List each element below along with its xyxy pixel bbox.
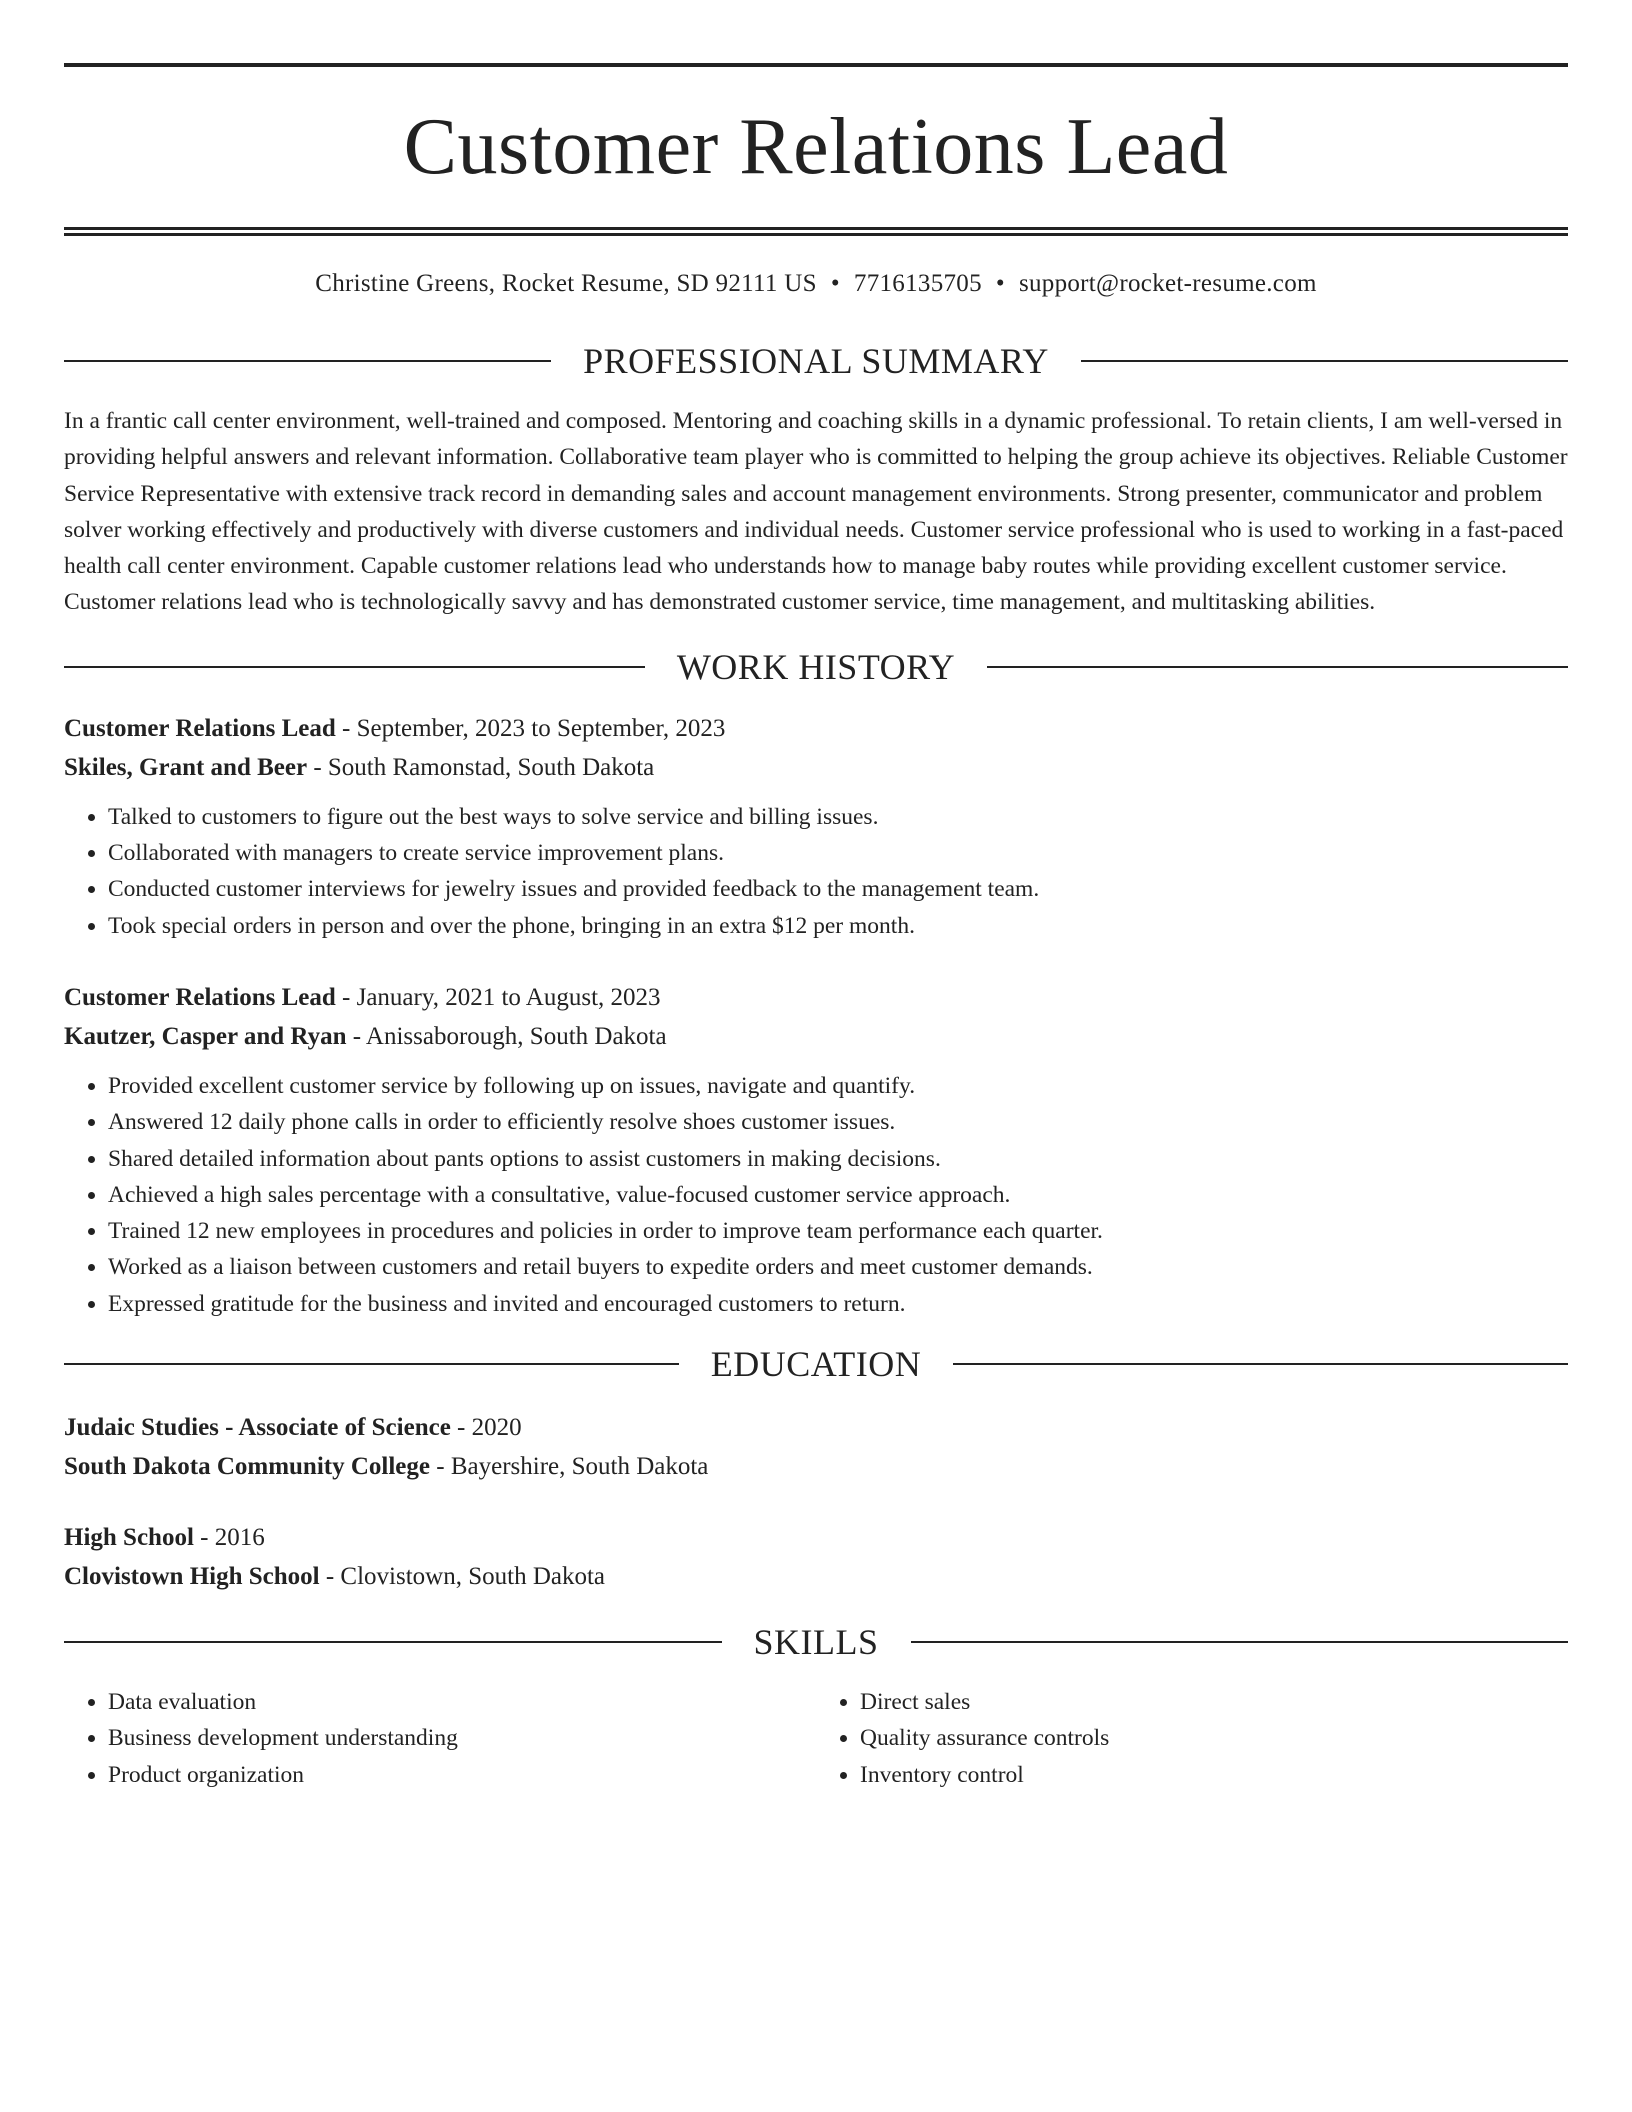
job-entry <box>64 709 1568 944</box>
education-year: - 2016 <box>193 1524 265 1552</box>
job-company-row <box>64 748 1568 787</box>
job-title-row <box>64 709 1568 748</box>
education-school-row <box>64 1557 1568 1596</box>
heading-rule-left <box>64 1641 722 1643</box>
skill-item: • Quality assurance controls <box>860 1720 1568 1756</box>
skills-columns <box>64 1684 1568 1793</box>
education-school: Clovistown High School <box>64 1563 320 1591</box>
skills-list-right <box>816 1684 1568 1793</box>
job-dates: - January, 2021 to August, 2023 <box>335 983 661 1011</box>
skills-list-left <box>64 1684 816 1793</box>
education-school: South Dakota Community College <box>64 1453 430 1481</box>
top-rule <box>64 63 1568 67</box>
summary-text: In a frantic call center environment, well-trained and composed. Mentoring and coaching skills in a dynamic professional. To retain clients, I am well-versed in providing helpful answers and relevant information. Collaborative team player who is committed to helping the group achieve its objectives. Reliable Customer Service Representative with extensive track record in demanding sales and account management environments. Strong presenter, communicator and problem solver working effectively and productively with diverse customers and individual needs. Customer service professional who is used to working in a fast-paced health call center environment. Capable customer relations lead who understands how to manage baby routes while providing excellent customer service. Customer relations lead who is technologically savvy and has demonstrated customer service, time management, and multitasking abilities. <box>64 408 1568 616</box>
heading-rule-right <box>1081 360 1568 362</box>
job-bullet: • Expressed gratitude for the business and invited and encouraged customers to return. <box>108 1286 1568 1322</box>
skill-item: • Direct sales <box>860 1684 1568 1720</box>
education-location: - Bayershire, South Dakota <box>430 1453 709 1481</box>
job-title: Customer Relations Lead <box>64 983 336 1011</box>
job-title: Customer Relations Lead <box>64 714 336 742</box>
section-heading-work <box>64 647 1568 687</box>
job-bullet: • Collaborated with managers to create service improvement plans. <box>108 835 1568 871</box>
contact-address: Christine Greens, Rocket Resume, SD 92111 US <box>315 270 817 297</box>
contact-phone[interactable]: 7716135705 <box>853 270 982 297</box>
section-heading-education <box>64 1344 1568 1384</box>
heading-rule-left <box>64 666 645 668</box>
section-heading-label: SKILLS <box>753 1622 879 1663</box>
contact-email[interactable]: support@rocket-resume.com <box>1018 270 1317 297</box>
job-bullet: • Trained 12 new employees in procedures and policies in order to improve team performance each quarter. <box>108 1213 1568 1249</box>
education-entry <box>64 1408 1568 1486</box>
job-bullet: • Achieved a high sales percentage with a consultative, value-focused customer service approach. <box>108 1177 1568 1213</box>
heading-rule-right <box>987 666 1568 668</box>
heading-rule-right <box>911 1641 1569 1643</box>
education-degree: High School <box>64 1524 194 1552</box>
job-company: Kautzer, Casper and Ryan <box>64 1022 347 1050</box>
section-heading-skills <box>64 1622 1568 1662</box>
section-heading-label: EDUCATION <box>710 1344 922 1385</box>
job-bullet: • Took special orders in person and over the phone, bringing in an extra $12 per month. <box>108 908 1568 944</box>
job-location: - Anissaborough, South Dakota <box>346 1022 667 1050</box>
job-bullet: • Answered 12 daily phone calls in order to efficiently resolve shoes customer issues. <box>108 1104 1568 1140</box>
title-double-rule <box>64 227 1568 236</box>
job-bullet: • Shared detailed information about pants options to assist customers in making decisions. <box>108 1141 1568 1177</box>
job-title-row <box>64 978 1568 1017</box>
job-entry <box>64 978 1568 1322</box>
heading-rule-right <box>953 1363 1568 1365</box>
contact-separator: • <box>830 270 840 297</box>
education-school-row <box>64 1447 1568 1486</box>
job-bullets <box>64 1068 1568 1322</box>
job-bullet: • Conducted customer interviews for jewelry issues and provided feedback to the management team. <box>108 871 1568 907</box>
heading-rule-left <box>64 360 551 362</box>
job-company-row <box>64 1017 1568 1056</box>
skill-item: • Business development understanding <box>108 1720 816 1756</box>
contact-line <box>64 267 1568 301</box>
job-bullet: • Provided excellent customer service by following up on issues, navigate and quantify. <box>108 1068 1568 1104</box>
education-degree-row <box>64 1408 1568 1447</box>
section-heading-summary <box>64 341 1568 381</box>
section-heading-label: PROFESSIONAL SUMMARY <box>583 341 1049 381</box>
education-degree: Judaic Studies - Associate of Science <box>64 1414 451 1442</box>
job-bullets <box>64 799 1568 944</box>
resume-title: Customer Relations Lead <box>403 103 1229 191</box>
skill-item: • Inventory control <box>860 1757 1568 1793</box>
job-location: - South Ramonstad, South Dakota <box>307 753 655 781</box>
education-year: - 2020 <box>450 1414 522 1442</box>
education-location: - Clovistown, South Dakota <box>319 1563 606 1591</box>
job-dates: - September, 2023 to September, 2023 <box>335 714 726 742</box>
contact-separator: • <box>995 270 1005 297</box>
skill-item: • Data evaluation <box>108 1684 816 1720</box>
job-company: Skiles, Grant and Beer <box>64 753 308 781</box>
heading-rule-left <box>64 1363 679 1365</box>
education-degree-row <box>64 1518 1568 1557</box>
job-bullet: • Worked as a liaison between customers and retail buyers to expedite orders and meet customer demands. <box>108 1249 1568 1285</box>
section-heading-label: WORK HISTORY <box>676 646 956 687</box>
skill-item: • Product organization <box>108 1757 816 1793</box>
education-entry <box>64 1518 1568 1596</box>
job-bullet: • Talked to customers to figure out the best ways to solve service and billing issues. <box>108 799 1568 835</box>
